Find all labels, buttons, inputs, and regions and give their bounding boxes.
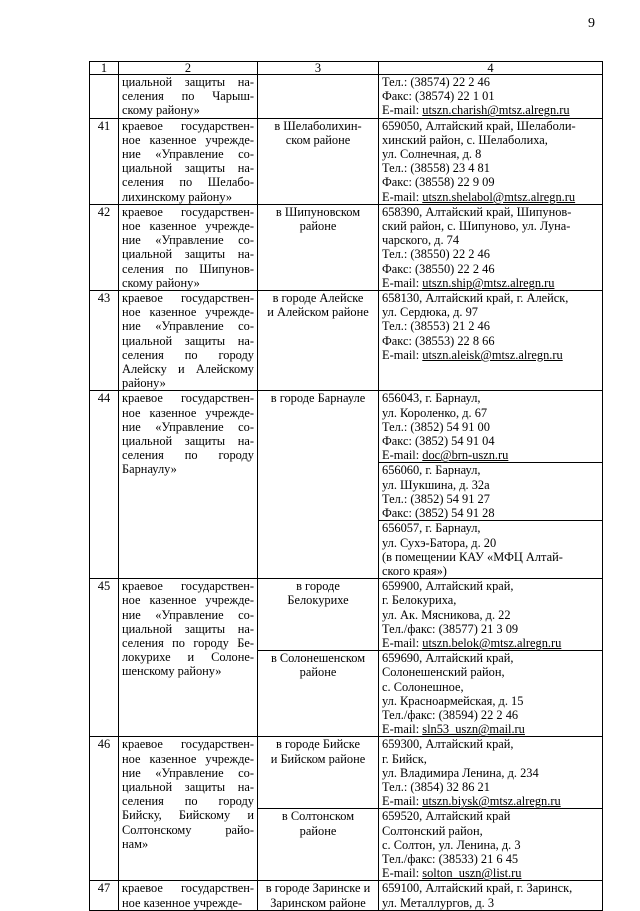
text-line: Тел.: (3852) 54 91 00	[382, 419, 490, 434]
header-col-3: 3	[258, 62, 379, 75]
text-line: ул. Солнечная, д. 8	[382, 147, 482, 162]
text-line: Факс: (3852) 54 91 04	[382, 434, 495, 449]
institution-name	[119, 204, 258, 290]
text-line: краевое государствен-	[122, 579, 254, 594]
text-line: ском районе	[285, 132, 351, 147]
text-line: ние «Управление со-	[122, 419, 254, 434]
service-area	[258, 881, 379, 910]
service-area	[258, 809, 379, 881]
service-area	[258, 651, 379, 737]
text-line: в Шелаболихин-	[274, 118, 362, 133]
contact-details	[379, 391, 603, 463]
text-line: шенскому району»	[122, 664, 222, 679]
service-area	[258, 118, 379, 204]
text-line: районе	[299, 219, 337, 234]
contact-details	[379, 291, 603, 391]
row-number: 47	[90, 881, 119, 910]
header-col-4: 4	[379, 62, 603, 75]
email-label: E-mail:	[382, 103, 423, 118]
header-col-1: 1	[90, 62, 119, 75]
text-line: 659690, Алтайский край,	[382, 651, 514, 666]
email-line	[382, 866, 599, 880]
text-line: ул. Металлургов, д. 3	[382, 895, 495, 910]
text-line: ул. Владимира Ленина, д. 234	[382, 765, 539, 780]
text-line: краевое государствен-	[122, 291, 254, 306]
text-line: 659520, Алтайский край	[382, 809, 511, 824]
service-area	[258, 737, 379, 809]
text-line: и Алейском районе	[267, 305, 369, 320]
text-line: в Солонешенском	[270, 651, 366, 666]
contact-details	[379, 204, 603, 290]
email-line	[382, 794, 599, 808]
service-area	[258, 391, 379, 579]
text-line: ние «Управление со-	[122, 607, 254, 622]
text-line: Солтонскому райо-	[122, 822, 254, 837]
text-line: в городе Бийске	[276, 737, 360, 752]
text-line: в городе Алейске	[272, 291, 364, 306]
text-line: 656060, г. Барнаул,	[382, 463, 481, 478]
text-line: селения по Шелабо-	[122, 175, 254, 190]
table-row	[90, 737, 603, 809]
email-label: E-mail:	[382, 794, 423, 809]
text-line: Бийску, Бийскому и	[122, 808, 254, 823]
table-row	[90, 579, 603, 651]
text-line: ский район, с. Шипуново, ул. Луна-	[382, 219, 571, 234]
text-line: 658390, Алтайский край, Шипунов-	[382, 204, 572, 219]
text-line: Алейску и Алейскому	[122, 362, 254, 377]
text-line: скому району»	[122, 103, 200, 118]
text-line: 659900, Алтайский край,	[382, 579, 514, 594]
email-line	[382, 448, 599, 462]
text-line: Факс: (38550) 22 2 46	[382, 261, 495, 276]
contact-details	[379, 881, 603, 910]
text-line: циальной защиты на-	[122, 333, 254, 348]
text-line: Факс: (3852) 54 91 28	[382, 506, 495, 521]
institution-name	[119, 75, 258, 119]
text-line: циальной защиты на-	[122, 161, 254, 176]
email-line	[382, 190, 599, 204]
row-number: 44	[90, 391, 119, 579]
row-number: 46	[90, 737, 119, 881]
header-row	[90, 62, 603, 75]
text-line: Тел.: (3854) 32 86 21	[382, 779, 490, 794]
text-line: с. Солонешное,	[382, 679, 464, 694]
text-line: Тел./факс: (38594) 22 2 46	[382, 707, 519, 722]
text-line: в городе Барнауле	[270, 391, 366, 406]
text-line: ул. Ак. Мясникова, д. 22	[382, 607, 511, 622]
text-line: ное казенное учрежде-	[122, 305, 254, 320]
institution-name	[119, 881, 258, 910]
text-line: краевое государствен-	[122, 391, 254, 406]
email-address: utszn.shelabol@mtsz.alregn.ru	[422, 189, 576, 204]
email-line	[382, 348, 599, 362]
institution-name	[119, 579, 258, 737]
contact-details	[379, 579, 603, 651]
text-line: ние «Управление со-	[122, 147, 254, 162]
text-line: Заринском районе	[270, 895, 366, 910]
email-label: E-mail:	[382, 722, 423, 737]
text-line: Барнаулу»	[122, 462, 177, 477]
text-line: Тел./факс: (38577) 21 3 09	[382, 621, 519, 636]
text-line: Тел.: (3852) 54 91 27	[382, 491, 490, 506]
text-line: ул. Сухэ-Батора, д. 20	[382, 535, 497, 550]
email-line	[382, 722, 599, 736]
text-line: в Солтонском	[281, 809, 355, 824]
service-area	[258, 291, 379, 391]
text-line: лихинскому району»	[122, 189, 233, 204]
text-line: Солонешенский район,	[382, 665, 505, 680]
text-line: селения по Чарыш-	[122, 89, 254, 104]
institutions-table	[89, 61, 603, 911]
text-line: циальной защиты на-	[122, 621, 254, 636]
text-line: краевое государствен-	[122, 118, 254, 133]
text-line: Факс: (38553) 22 8 66	[382, 333, 495, 348]
contact-details	[379, 809, 603, 881]
text-line: и Бийском районе	[270, 751, 366, 766]
text-line: 658130, Алтайский край, г. Алейск,	[382, 291, 569, 306]
text-line: Тел.: (38550) 22 2 46	[382, 247, 490, 262]
row-number	[90, 75, 119, 119]
text-line: селения по городу Бе-	[122, 635, 254, 650]
text-line: циальной защиты на-	[122, 434, 254, 449]
text-line: ное казенное учрежде-	[122, 751, 254, 766]
institution-name	[119, 291, 258, 391]
text-line: ное казенное учрежде-	[122, 405, 254, 420]
email-address: solton_uszn@list.ru	[422, 866, 522, 881]
text-line: Белокурихе	[287, 593, 349, 608]
text-line: 656043, г. Барнаул,	[382, 391, 481, 406]
text-line: ние «Управление со-	[122, 765, 254, 780]
institution-name	[119, 737, 258, 881]
text-line: (в помещении КАУ «МФЦ Алтай-	[382, 549, 563, 564]
table-row	[90, 118, 603, 204]
text-line: ние «Управление со-	[122, 319, 254, 334]
text-line: селения по городу	[122, 794, 254, 809]
contact-details	[379, 463, 603, 521]
text-line: чарского, д. 74	[382, 233, 460, 248]
header-col-2: 2	[119, 62, 258, 75]
text-line: Тел./факс: (38533) 21 6 45	[382, 851, 519, 866]
text-line: скому району»	[122, 275, 200, 290]
email-label: E-mail:	[382, 347, 423, 362]
text-line: Тел.: (38574) 22 2 46	[382, 75, 490, 89]
text-line: Тел.: (38553) 21 2 46	[382, 319, 490, 334]
contact-details	[379, 651, 603, 737]
text-line: локурихе и Солоне-	[122, 650, 254, 665]
table-row	[90, 391, 603, 463]
email-label: E-mail:	[382, 866, 423, 881]
text-line: 656057, г. Барнаул,	[382, 521, 481, 536]
text-line: ное казенное учрежде-	[122, 132, 254, 147]
email-label: E-mail:	[382, 635, 423, 650]
row-number: 43	[90, 291, 119, 391]
table-row	[90, 881, 603, 910]
page-number: 9	[588, 16, 595, 31]
service-area	[258, 75, 379, 119]
table-row	[90, 204, 603, 290]
text-line: нам»	[122, 836, 149, 851]
email-label: E-mail:	[382, 189, 423, 204]
text-line: краевое государствен-	[122, 204, 254, 219]
text-line: ное казенное учрежде-	[122, 895, 243, 910]
text-line: ние «Управление со-	[122, 233, 254, 248]
email-address: utszn.belok@mtsz.alregn.ru	[422, 635, 562, 650]
text-line: ул. Короленко, д. 67	[382, 405, 488, 420]
text-line: 659300, Алтайский край,	[382, 737, 514, 752]
text-line: 659100, Алтайский край, г. Заринск,	[382, 881, 573, 896]
email-address: doc@brn-uszn.ru	[422, 448, 509, 463]
email-address: utszn.biysk@mtsz.alregn.ru	[422, 794, 561, 809]
email-address: utszn.charish@mtsz.alregn.ru	[422, 103, 570, 118]
text-line: району»	[122, 376, 166, 391]
text-line: селения по городу	[122, 347, 254, 362]
text-line: в городе	[296, 579, 340, 594]
institution-name	[119, 118, 258, 204]
service-area	[258, 204, 379, 290]
text-line: в городе Заринске и	[265, 881, 371, 896]
email-address: sln53_uszn@mail.ru	[422, 722, 525, 737]
text-line: Факс: (38558) 22 9 09	[382, 175, 495, 190]
text-line: ное казенное учрежде-	[122, 593, 254, 608]
email-line	[382, 276, 599, 290]
text-line: г. Бийск,	[382, 751, 427, 766]
email-label: E-mail:	[382, 275, 423, 290]
text-line: в Шипуновском	[275, 204, 361, 219]
text-line: циальной защиты на-	[122, 75, 254, 89]
text-line: краевое государствен-	[122, 881, 254, 896]
row-number: 42	[90, 204, 119, 290]
contact-details	[379, 521, 603, 579]
email-label: E-mail:	[382, 448, 423, 463]
text-line: г. Белокуриха,	[382, 593, 457, 608]
text-line: ное казенное учрежде-	[122, 219, 254, 234]
text-line: краевое государствен-	[122, 737, 254, 752]
email-address: utszn.ship@mtsz.alregn.ru	[422, 275, 555, 290]
text-line: Солтонский район,	[382, 823, 483, 838]
text-line: Тел.: (38558) 23 4 81	[382, 161, 490, 176]
contact-details	[379, 737, 603, 809]
text-line: с. Солтон, ул. Ленина, д. 3	[382, 837, 521, 852]
contact-details	[379, 75, 603, 119]
text-line: ского края»)	[382, 563, 447, 578]
text-line: ул. Красноармейская, д. 15	[382, 693, 524, 708]
text-line: циальной защиты на-	[122, 247, 254, 262]
table-row	[90, 75, 603, 119]
service-area	[258, 579, 379, 651]
row-number: 45	[90, 579, 119, 737]
email-line	[382, 103, 599, 117]
row-number: 41	[90, 118, 119, 204]
text-line: селения по городу	[122, 448, 254, 463]
text-line: селения по Шипунов-	[122, 261, 254, 276]
text-line: хинский район, с. Шелаболиха,	[382, 132, 548, 147]
text-line: районе	[299, 665, 337, 680]
email-address: utszn.aleisk@mtsz.alregn.ru	[422, 347, 563, 362]
text-line: 659050, Алтайский край, Шелаболи-	[382, 118, 576, 133]
text-line: циальной защиты на-	[122, 779, 254, 794]
text-line: ул. Сердюка, д. 97	[382, 305, 478, 320]
table-row	[90, 291, 603, 391]
contact-details	[379, 118, 603, 204]
text-line: районе	[299, 823, 337, 838]
institution-name	[119, 391, 258, 579]
text-line: ул. Шукшина, д. 32а	[382, 477, 490, 492]
email-line	[382, 636, 599, 650]
text-line: Факс: (38574) 22 1 01	[382, 89, 495, 104]
